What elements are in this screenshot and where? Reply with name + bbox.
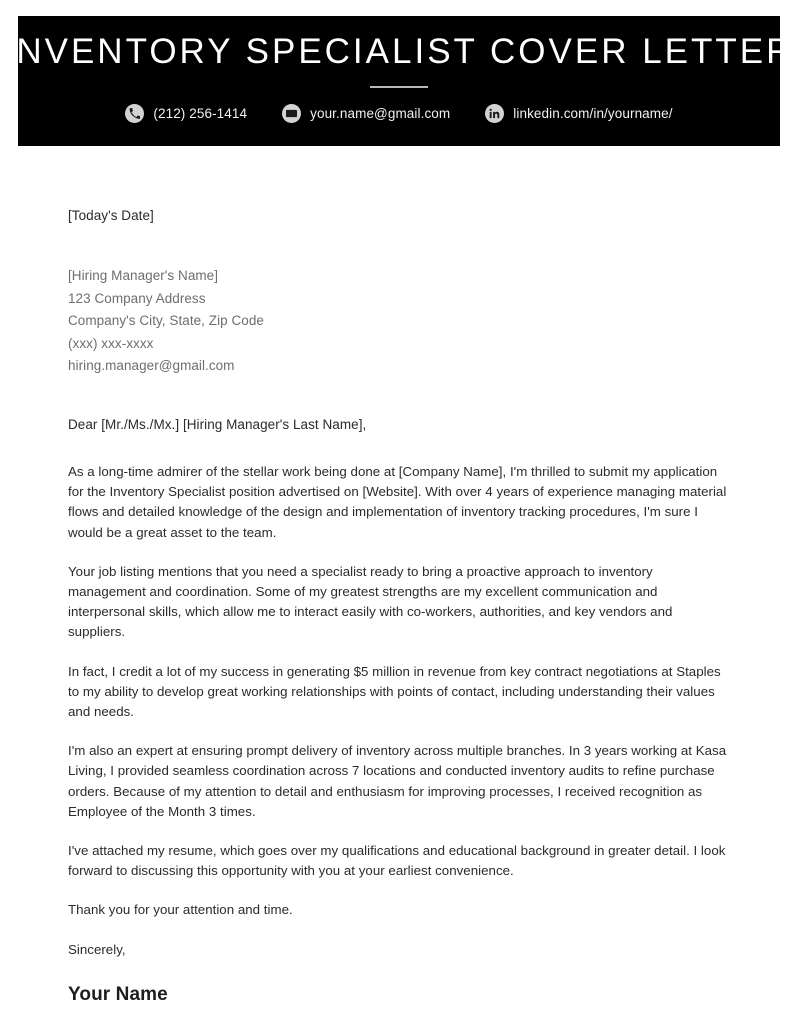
letter-date: [Today's Date] [68, 208, 154, 223]
signature-name: Your Name [68, 983, 168, 1005]
body-paragraph: I'm also an expert at ensuring prompt delivery of inventory across multiple branches. In 3 years working at Kasa Living, I provided seamless coordination across 7 locations and conducted inventory audits to refine purchase orders. Because of my attention to detail and enthusiasm for improving processes, I received recognition as Employee of the Month 3 times. [68, 743, 727, 819]
recipient-line: [Hiring Manager's Name] [68, 268, 219, 283]
phone-icon [125, 104, 144, 123]
page-title: INVENTORY SPECIALIST COVER LETTER [3, 32, 795, 71]
recipient-address-block [68, 265, 733, 378]
recipient-line: Company's City, State, Zip Code [68, 313, 264, 329]
contact-row [125, 104, 672, 123]
contact-item-email[interactable] [282, 104, 450, 123]
title-divider [370, 86, 428, 88]
contact-item-phone[interactable] [125, 104, 247, 123]
body-paragraph: I've attached my resume, which goes over my qualifications and educational background in greater detail. I look forward to discussing this opportunity with you at your earliest convenience. [68, 843, 726, 879]
sign-off-line: Sincerely, [68, 941, 126, 957]
phone-number: (212) 256-1414 [153, 105, 248, 121]
body-paragraph: In fact, I credit a lot of my success in generating $5 million in revenue from key contract negotiations at Staples to my ability to develop great working relationships with points of contact, including understanding their values and needs. [68, 663, 721, 719]
header-banner [3, 16, 795, 146]
letter-body [68, 208, 733, 1006]
linkedin-url: linkedin.com/in/yourname/ [513, 105, 673, 121]
recipient-line: 123 Company Address [68, 290, 206, 306]
body-paragraph: As a long-time admirer of the stellar work being done at [Company Name], I'm thrilled to submit my application for the Inventory Specialist position advertised on [Website]. With over 4 years of experience managing material flows and detailed knowledge of the design and implementation of inventory tracking procedures, I'm sure I would be a great asset to the team. [68, 463, 727, 540]
body-paragraph: Your job listing mentions that you need a specialist ready to bring a proactive approach to inventory management and coordination. Some of my greatest strengths are my excellent communication and interpersonal skills, which allow me to interact easily with co-workers, authorities, and key vendors and suppliers. [68, 563, 673, 640]
email-address: your.name@gmail.com [310, 105, 451, 121]
contact-item-linkedin[interactable] [485, 104, 672, 123]
thank-you-line: Thank you for your attention and time. [68, 902, 293, 918]
recipient-line: hiring.manager@gmail.com [68, 358, 235, 374]
salutation: Dear [Mr./Ms./Mx.] [Hiring Manager's Last Name], [68, 416, 367, 432]
email-icon [282, 104, 301, 123]
recipient-line: (xxx) xxx-xxxx [68, 335, 154, 351]
linkedin-icon [485, 104, 504, 123]
